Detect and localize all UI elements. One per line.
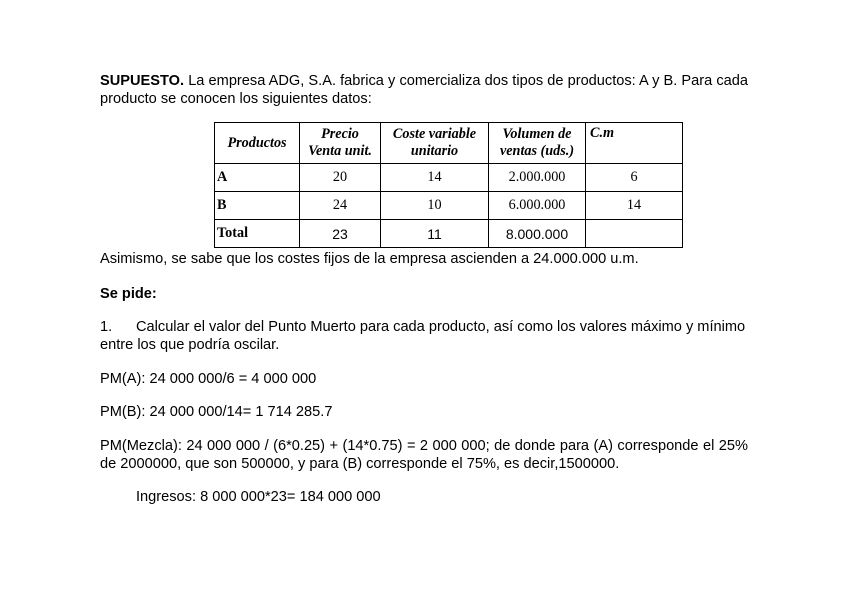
cell-volumen: 8.000.000 bbox=[489, 220, 586, 248]
row-label: Total bbox=[215, 220, 300, 248]
cell-cm: 14 bbox=[586, 192, 683, 220]
cell-volumen: 6.000.000 bbox=[489, 192, 586, 220]
header-cm: C.m bbox=[586, 123, 683, 164]
pm-b-line: PM(B): 24 000 000/14= 1 714 285.7 bbox=[100, 404, 333, 420]
table-header-row bbox=[215, 123, 683, 164]
row-label: B bbox=[215, 192, 300, 220]
cell-precio: 23 bbox=[300, 220, 381, 248]
cell-coste: 14 bbox=[381, 164, 489, 192]
cell-cm: 6 bbox=[586, 164, 683, 192]
header-volumen: Volumen de ventas (uds.) bbox=[489, 123, 586, 164]
supuesto-paragraph bbox=[100, 72, 748, 108]
header-precio: Precio Venta unit. bbox=[300, 123, 381, 164]
cell-cm bbox=[586, 220, 683, 248]
header-productos: Productos bbox=[215, 123, 300, 164]
ingresos-line: Ingresos: 8 000 000*23= 184 000 000 bbox=[136, 489, 381, 505]
question-number: 1. bbox=[100, 319, 113, 335]
pm-a-line: PM(A): 24 000 000/6 = 4 000 000 bbox=[100, 371, 317, 387]
question-text: Calcular el valor del Punto Muerto para cada producto, así como los valores máximo y mínimo entre los que podría oscilar. bbox=[100, 319, 746, 353]
cell-precio: 20 bbox=[300, 164, 381, 192]
cell-coste: 10 bbox=[381, 192, 489, 220]
cell-volumen: 2.000.000 bbox=[489, 164, 586, 192]
cell-precio: 24 bbox=[300, 192, 381, 220]
header-coste-variable: Coste variable unitario bbox=[381, 123, 489, 164]
table-row-b bbox=[215, 192, 683, 220]
cell-coste: 11 bbox=[381, 220, 489, 248]
question-1 bbox=[100, 318, 748, 354]
table-row-total bbox=[215, 220, 683, 248]
row-label: A bbox=[215, 164, 300, 192]
table-row-a bbox=[215, 164, 683, 192]
products-table bbox=[214, 122, 683, 248]
supuesto-text: La empresa ADG, S.A. fabrica y comercializa dos tipos de productos: A y B. Para cada producto se conocen los siguientes datos: bbox=[100, 73, 748, 107]
pm-mezcla-paragraph: PM(Mezcla): 24 000 000 / (6*0.25) + (14*0.75) = 2 000 000; de donde para (A) corresponde el 25% de 2000000, que son 500000, y para (B) corresponde el 75%, es decir,1500000. bbox=[100, 438, 748, 472]
asimismo-paragraph: Asimismo, se sabe que los costes fijos de la empresa ascienden a 24.000.000 u.m. bbox=[100, 251, 639, 267]
se-pide-heading: Se pide: bbox=[100, 286, 157, 302]
supuesto-lead: SUPUESTO. bbox=[100, 73, 185, 89]
